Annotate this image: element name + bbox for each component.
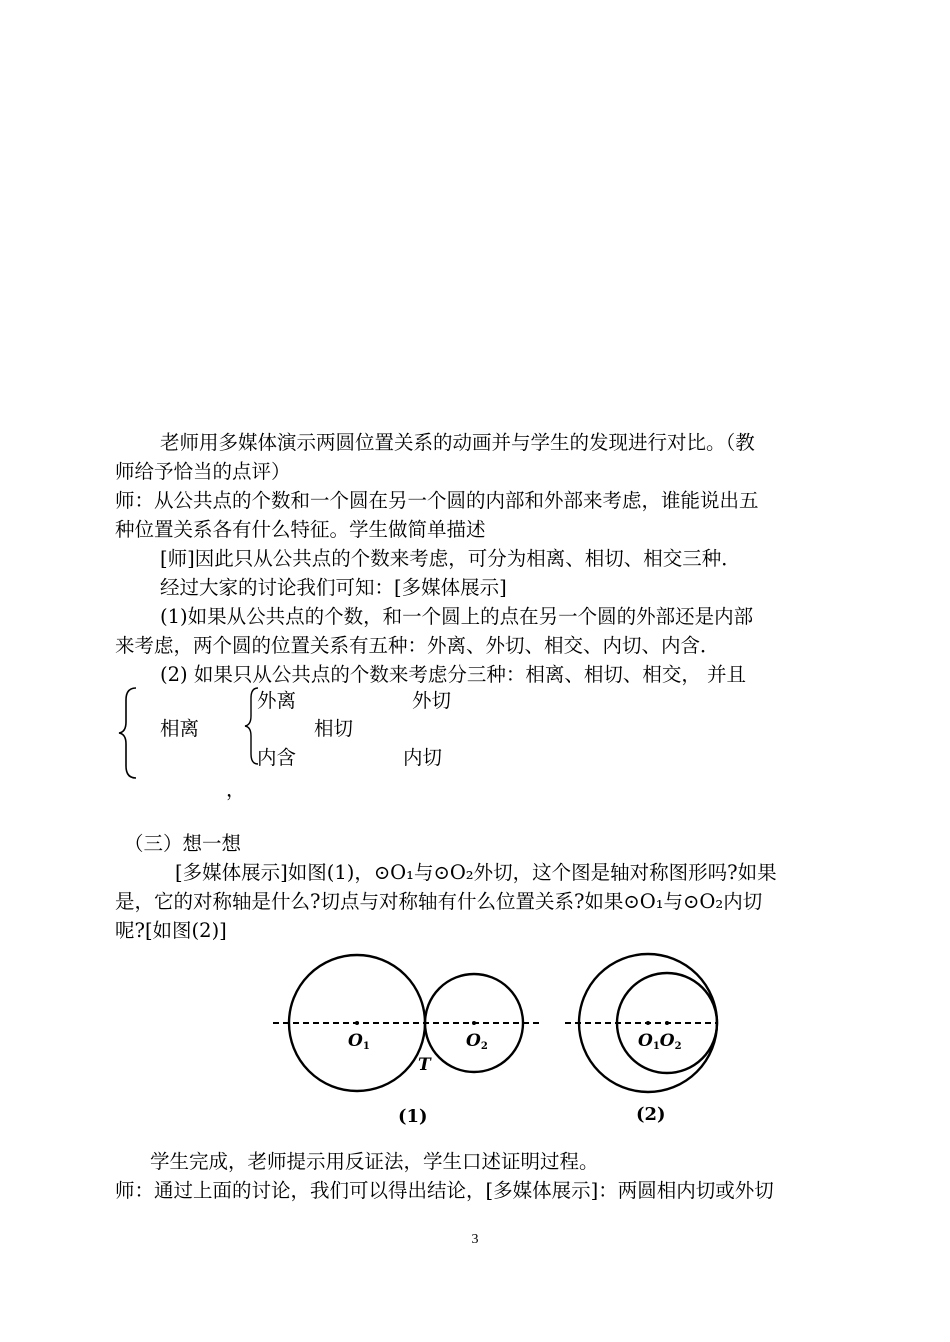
page-number: 3: [471, 1232, 479, 1247]
text-line: 是，它的对称轴是什么?切点与对称轴有什么位置关系?如果⊙O₁与⊙O₂内切: [115, 890, 763, 913]
text-line: 老师用多媒体演示两圆位置关系的动画并与学生的发现进行对比。（教: [160, 431, 755, 454]
comma: ，: [226, 778, 246, 801]
o1-label: O1: [348, 1031, 370, 1052]
section-heading: （三）想一想: [124, 832, 242, 855]
inner-bottom-label: 内含: [257, 746, 297, 769]
tangent-label: 相切: [314, 717, 354, 740]
figure-1-external-tangent: [270, 950, 560, 1140]
outer-brace: [118, 686, 148, 780]
inner-top-label: 外离: [257, 689, 297, 712]
figure-2-caption: (2): [636, 1104, 666, 1125]
text-line: 经过大家的讨论我们可知：[多媒体展示]: [160, 576, 507, 599]
tangent-top-label: 外切: [412, 689, 452, 712]
tangent-bottom-label: 内切: [403, 746, 443, 769]
figure-1-caption: (1): [398, 1106, 428, 1127]
text-line: 来考虑，两个圆的位置关系有五种：外离、外切、相交、内切、内含．: [115, 634, 720, 657]
text-line: (2) 如果只从公共点的个数来考虑分三种：相离、相切、相交， 并且: [160, 663, 747, 686]
text-line: (1)如果从公共点的个数，和一个圆上的点在另一个圆的外部还是内部: [160, 605, 754, 628]
o1-o2-label: O1O2: [638, 1031, 682, 1052]
text-line: 呢?[如图(2)]: [115, 919, 227, 942]
text-line: 学生完成，老师提示用反证法，学生口述证明过程。: [150, 1150, 599, 1173]
o2-label: O2: [466, 1031, 488, 1052]
text-line: [师]因此只从公共点的个数来考虑，可分为相离、相切、相交三种．: [160, 547, 741, 570]
text-line: 种位置关系各有什么特征。学生做简单描述: [115, 518, 486, 541]
t-label: T: [418, 1055, 431, 1075]
text-line: [多媒体展示]如图(1)，⊙O₁与⊙O₂外切，这个图是轴对称图形吗?如果: [175, 861, 777, 884]
text-line: 师：通过上面的讨论，我们可以得出结论，[多媒体展示]：两圆相内切或外切: [115, 1179, 774, 1202]
text-line: 师：从公共点的个数和一个圆在另一个圆的内部和外部来考虑，谁能说出五: [115, 489, 759, 512]
text-line: 师给予恰当的点评）: [115, 460, 291, 483]
outer-label: 相离: [160, 717, 200, 740]
figure-2-internal-tangent: [560, 950, 730, 1140]
